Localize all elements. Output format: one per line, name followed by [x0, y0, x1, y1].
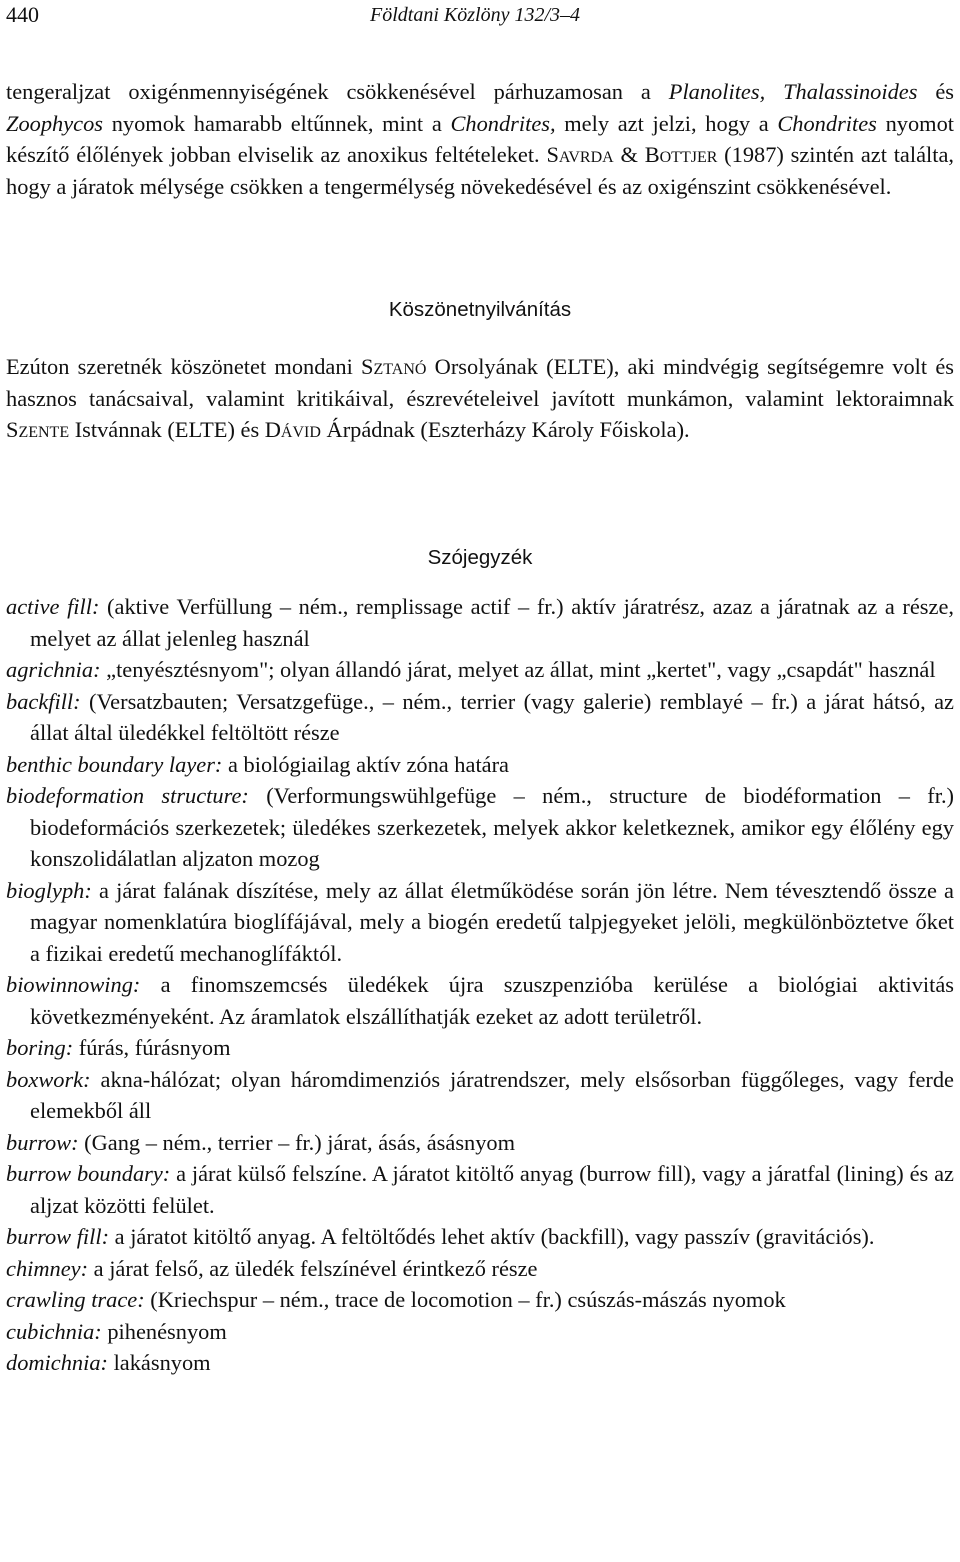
person-name: Sztanó [361, 354, 427, 379]
glossary-entry [6, 875, 954, 970]
intro-text: mely azt jelzi, hogy a [555, 110, 778, 136]
intro-text: nyomok hamarabb eltűnnek, mint a [103, 110, 451, 136]
glossary-definition: (aktive Verfüllung – ném., remplissage actif – fr.) aktív járatrész, azaz a járatnak az a része, melyet az állat jelenleg használ [30, 594, 954, 651]
glossary-entry [6, 1221, 954, 1253]
glossary-entry [6, 780, 954, 875]
taxon-name: Zoophycos [6, 110, 104, 136]
intro-text: és [917, 79, 954, 104]
glossary-entry [6, 654, 954, 686]
glossary-term: cubichnia: [6, 1318, 102, 1344]
glossary-term: active fill: [6, 594, 100, 619]
intro-text: nyomot készítő élőlények jobban elviselik az anoxikus feltételeket. [6, 110, 954, 167]
acknowledgements-heading: Köszönetnyilvánítás [388, 298, 572, 321]
glossary-entry [6, 1158, 954, 1221]
glossary-term: boxwork: [6, 1066, 91, 1092]
glossary-term: biowinnowing: [6, 972, 141, 997]
glossary-definition: (Versatzbauten; Versatzgefüge., – ném., terrier (vagy galerie) remblayé – fr.) a járat hátsó, az állat által üledékkel feltöltött része [30, 688, 954, 745]
glossary-definition: akna-hálózat; olyan háromdimenziós járatrendszer, mely elsősorban függőleges, vagy ferde elemekből áll [30, 1066, 954, 1123]
taxon-name: Planolites, Thalassinoides [668, 79, 918, 104]
glossary-term: burrow boundary: [6, 1161, 171, 1186]
glossary-term: boring: [6, 1035, 74, 1060]
ack-text: Orsolyának (ELTE), aki mindvégig segítségemre volt és hasznos tanácsaival, valamint kritikáival, észrevételeivel javított munkámon, valamint lektoraimnak [6, 354, 955, 411]
intro-text: (1987) szintén azt találta, hogy a járatok mélysége csökken a tengermélység növekedésével és az oxigénszint csökkenésével. [6, 142, 954, 199]
intro-text: tengeraljzat oxigénmennyiségének csökkenésével párhuzamosan a [6, 79, 669, 104]
glossary-definition: (Gang – ném., terrier – fr.) járat, ásás, ásásnyom [78, 1129, 516, 1155]
glossary-entry [6, 686, 954, 749]
glossary-definition: a járat felső, az üledék felszínével érintkező része [88, 1255, 538, 1281]
ack-text: Istvánnak (ELTE) és [69, 417, 265, 442]
glossary-definition: pihenésnyom [101, 1318, 227, 1344]
glossary-term: backfill: [6, 688, 81, 714]
author-name: Bottjer [644, 142, 718, 167]
glossary-entry [6, 1347, 954, 1379]
glossary-entry [6, 591, 954, 654]
glossary-definition: fúrás, fúrásnyom [73, 1035, 231, 1060]
glossary-definition: lakásnyom [107, 1350, 211, 1375]
acknowledgements-paragraph [6, 351, 954, 446]
glossary-heading: Szójegyzék [427, 546, 533, 569]
glossary-term: burrow fill: [6, 1224, 110, 1249]
running-head: Földtani Közlöny 132/3–4 [370, 4, 580, 26]
glossary-term: benthic boundary layer: [6, 751, 223, 777]
glossary-term: biodeformation structure: [6, 783, 249, 808]
glossary-term: domichnia: [6, 1350, 108, 1375]
glossary-entry [6, 1316, 954, 1348]
ack-text: Ezúton szeretnék köszönetet mondani [6, 354, 362, 379]
glossary-definition: a járat falának díszítése, mely az állat életműködése során jön létre. Nem tévesztendő össze a magyar nomenklatúra bioglífájával, mely a biogén eredetű talpjegyeket jelöli, megkülönböztetve őket a fizikai eredetű mechanoglífáktól. [30, 877, 954, 966]
glossary-term: burrow: [6, 1129, 79, 1155]
glossary-definition: a finomszemcsés üledékek újra szuszpenzióba kerülése a biológiai aktivitás következményeként. Az áramlatok elszállíthatják ezeket az adott területről. [30, 972, 954, 1029]
glossary-term: chimney: [6, 1255, 89, 1281]
glossary-definition: a járatot kitöltő anyag. A feltöltődés lehet aktív (backfill), vagy passzív (gravitációs). [109, 1224, 875, 1249]
glossary-term: crawling trace: [6, 1287, 145, 1312]
glossary-entry [6, 1032, 954, 1064]
glossary-definition: „tenyésztésnyom"; olyan állandó járat, melyet az állat, mint „kertet", vagy „csapdát" használ [100, 657, 936, 682]
author-name: Savrda [546, 142, 614, 167]
taxon-name: Chondrites, [450, 110, 556, 136]
person-name: Dávid [264, 417, 321, 442]
glossary-term: agrichnia: [6, 657, 101, 682]
glossary-definition: (Verformungswühlgefüge – ném., structure de biodéformation – fr.) biodeformációs szerkezetek; üledékes szerkezetek, melyek akkor keletkeznek, amikor egy élőlény egy konszolidálatlan aljzaton mozog [30, 783, 954, 871]
glossary-entry [6, 969, 954, 1032]
ack-text: Árpádnak (Eszterházy Károly Főiskola). [320, 417, 690, 442]
person-name: Szente [6, 417, 70, 442]
glossary-entry [6, 1064, 954, 1127]
glossary-term: bioglyph: [6, 877, 92, 903]
glossary-entry [6, 1284, 954, 1316]
glossary-definition: a járat külső felszíne. A járatot kitöltő anyag (burrow fill), vagy a járatfal (lining) és az aljzat közötti felület. [30, 1161, 954, 1218]
glossary-entry [6, 1127, 954, 1159]
glossary-list [6, 591, 954, 1379]
intro-text: & [613, 142, 645, 167]
glossary-definition: (Kriechspur – ném., trace de locomotion – fr.) csúszás-mászás nyomok [144, 1287, 786, 1312]
page-number: 440 [6, 2, 39, 27]
taxon-name: Chondrites [777, 110, 877, 136]
glossary-entry [6, 1253, 954, 1285]
glossary-entry [6, 749, 954, 781]
glossary-definition: a biológiailag aktív zóna határa [222, 751, 509, 777]
intro-paragraph [6, 76, 954, 202]
